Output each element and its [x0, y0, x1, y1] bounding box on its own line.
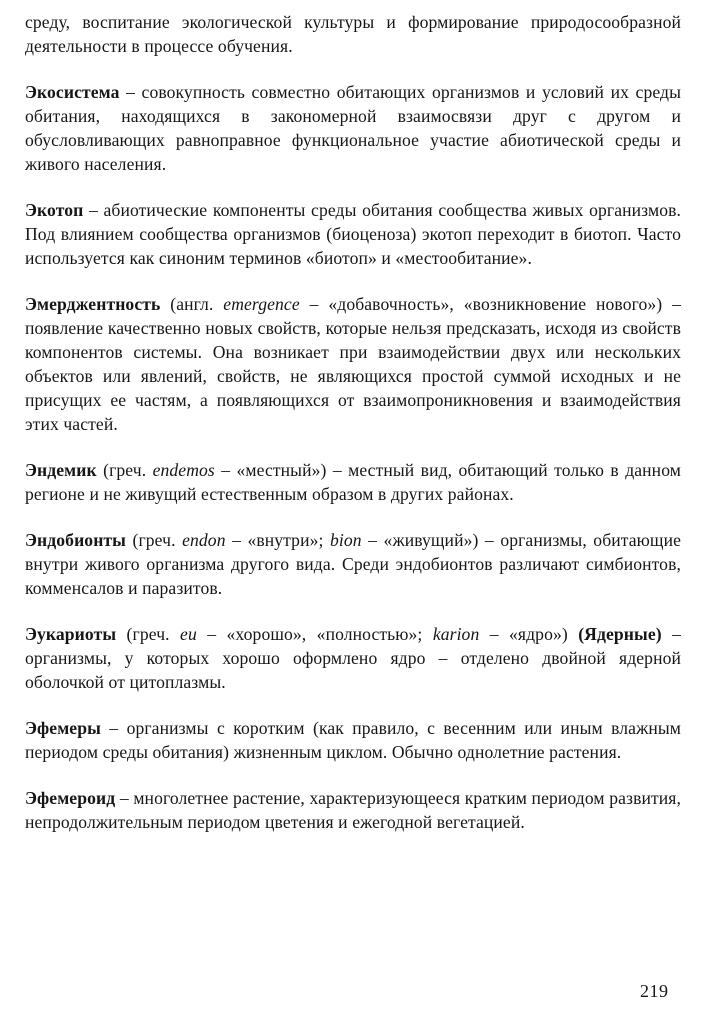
entry-etymology-prefix: (греч.	[126, 530, 183, 550]
entry-foreign-word: endon	[182, 530, 226, 550]
entry-emerdzhentnost	[25, 292, 681, 436]
entry-foreign-word-2: bion	[329, 530, 362, 550]
entry-etymology-prefix: (англ.	[160, 294, 224, 314]
entry-ekotop	[25, 198, 681, 270]
entry-etymology-prefix: (греч.	[96, 460, 153, 480]
entry-foreign-word: eu	[180, 624, 197, 644]
entry-definition: – организмы, у которых хорошо оформлено ядро – отделено двойной ядерной оболочкой от цитоплазмы.	[25, 624, 682, 692]
entry-foreign-word-2: karion	[432, 624, 480, 644]
entry-definition: – многолетнее растение, характеризующееся кратким периодом развития, непродолжительным периодом цветения и ежегодной вегетацией.	[25, 788, 681, 832]
entry-definition: – «живущий») – организмы, обитающие внутри живого организма другого вида. Среди эндобионтов различают симбионтов, комменсалов и паразитов.	[25, 530, 682, 598]
entry-term: Эмерджентность	[25, 294, 161, 314]
intro-paragraph: среду, воспитание экологической культуры и формирование природосообразной деятельности в процессе обучения.	[25, 12, 681, 56]
document-page	[25, 10, 681, 834]
entry-etymology-end: – «ядро»)	[479, 624, 579, 644]
entry-endemik	[25, 458, 681, 506]
entry-efemery	[25, 716, 681, 764]
entry-definition: – «местный») – местный вид, обитающий только в данном регионе и не живущий естественным образом в других районах.	[25, 460, 681, 504]
entry-definition: – абиотические компоненты среды обитания сообщества живых организмов. Под влиянием сообщества организмов (биоценоза) экотоп переходит в биотоп. Часто используется как синоним терминов «биотоп» и «местообитание».	[25, 200, 681, 268]
entry-definition: – организмы с коротким (как правило, с весенним или иным влажным периодом среды обитания) жизненным циклом. Обычно однолетние растения.	[25, 718, 681, 762]
entry-term: Эфемероид	[25, 788, 116, 808]
entry-term: Эндемик	[25, 460, 97, 480]
entry-foreign-word: emergence	[223, 294, 300, 314]
entry-etymology-middle: – «хорошо», «полностью»;	[196, 624, 433, 644]
page-number: 219	[640, 981, 669, 1001]
entry-foreign-word: endemos	[152, 460, 215, 480]
entry-term: Экотоп	[25, 200, 84, 220]
entry-efemeroid	[25, 786, 681, 834]
entry-eukarioty	[25, 622, 681, 694]
entry-term: Эндобионты	[25, 530, 127, 550]
entry-definition: – совокупность совместно обитающих организмов и условий их среды обитания, находящихся в закономерной взаимосвязи друг с другом и обусловливающих равноправное функциональное участие абиотической среды и живого населения.	[25, 82, 681, 174]
entry-ekosistema	[25, 80, 681, 176]
entry-etymology-prefix: (греч.	[116, 624, 181, 644]
entry-endobionty	[25, 528, 681, 600]
entry-term: Эфемеры	[25, 718, 101, 738]
entry-term: Экосистема	[25, 82, 120, 102]
entry-etymology-middle: – «внутри»;	[225, 530, 330, 550]
entry-definition: – «добавочность», «возникновение нового») – появление качественно новых свойств, которые нельзя предсказать, исходя из свойств компонентов системы. Она возникает при взаимодействии двух или нескольких объектов или явлений, свойств, не являющихся простой суммой исходных и не присущих ее частям, а появляющихся от взаимопроникновения и взаимодействия этих частей.	[25, 294, 681, 434]
entry-term: Эукариоты	[25, 624, 117, 644]
entry-term-synonym: (Ядерные)	[578, 624, 662, 644]
